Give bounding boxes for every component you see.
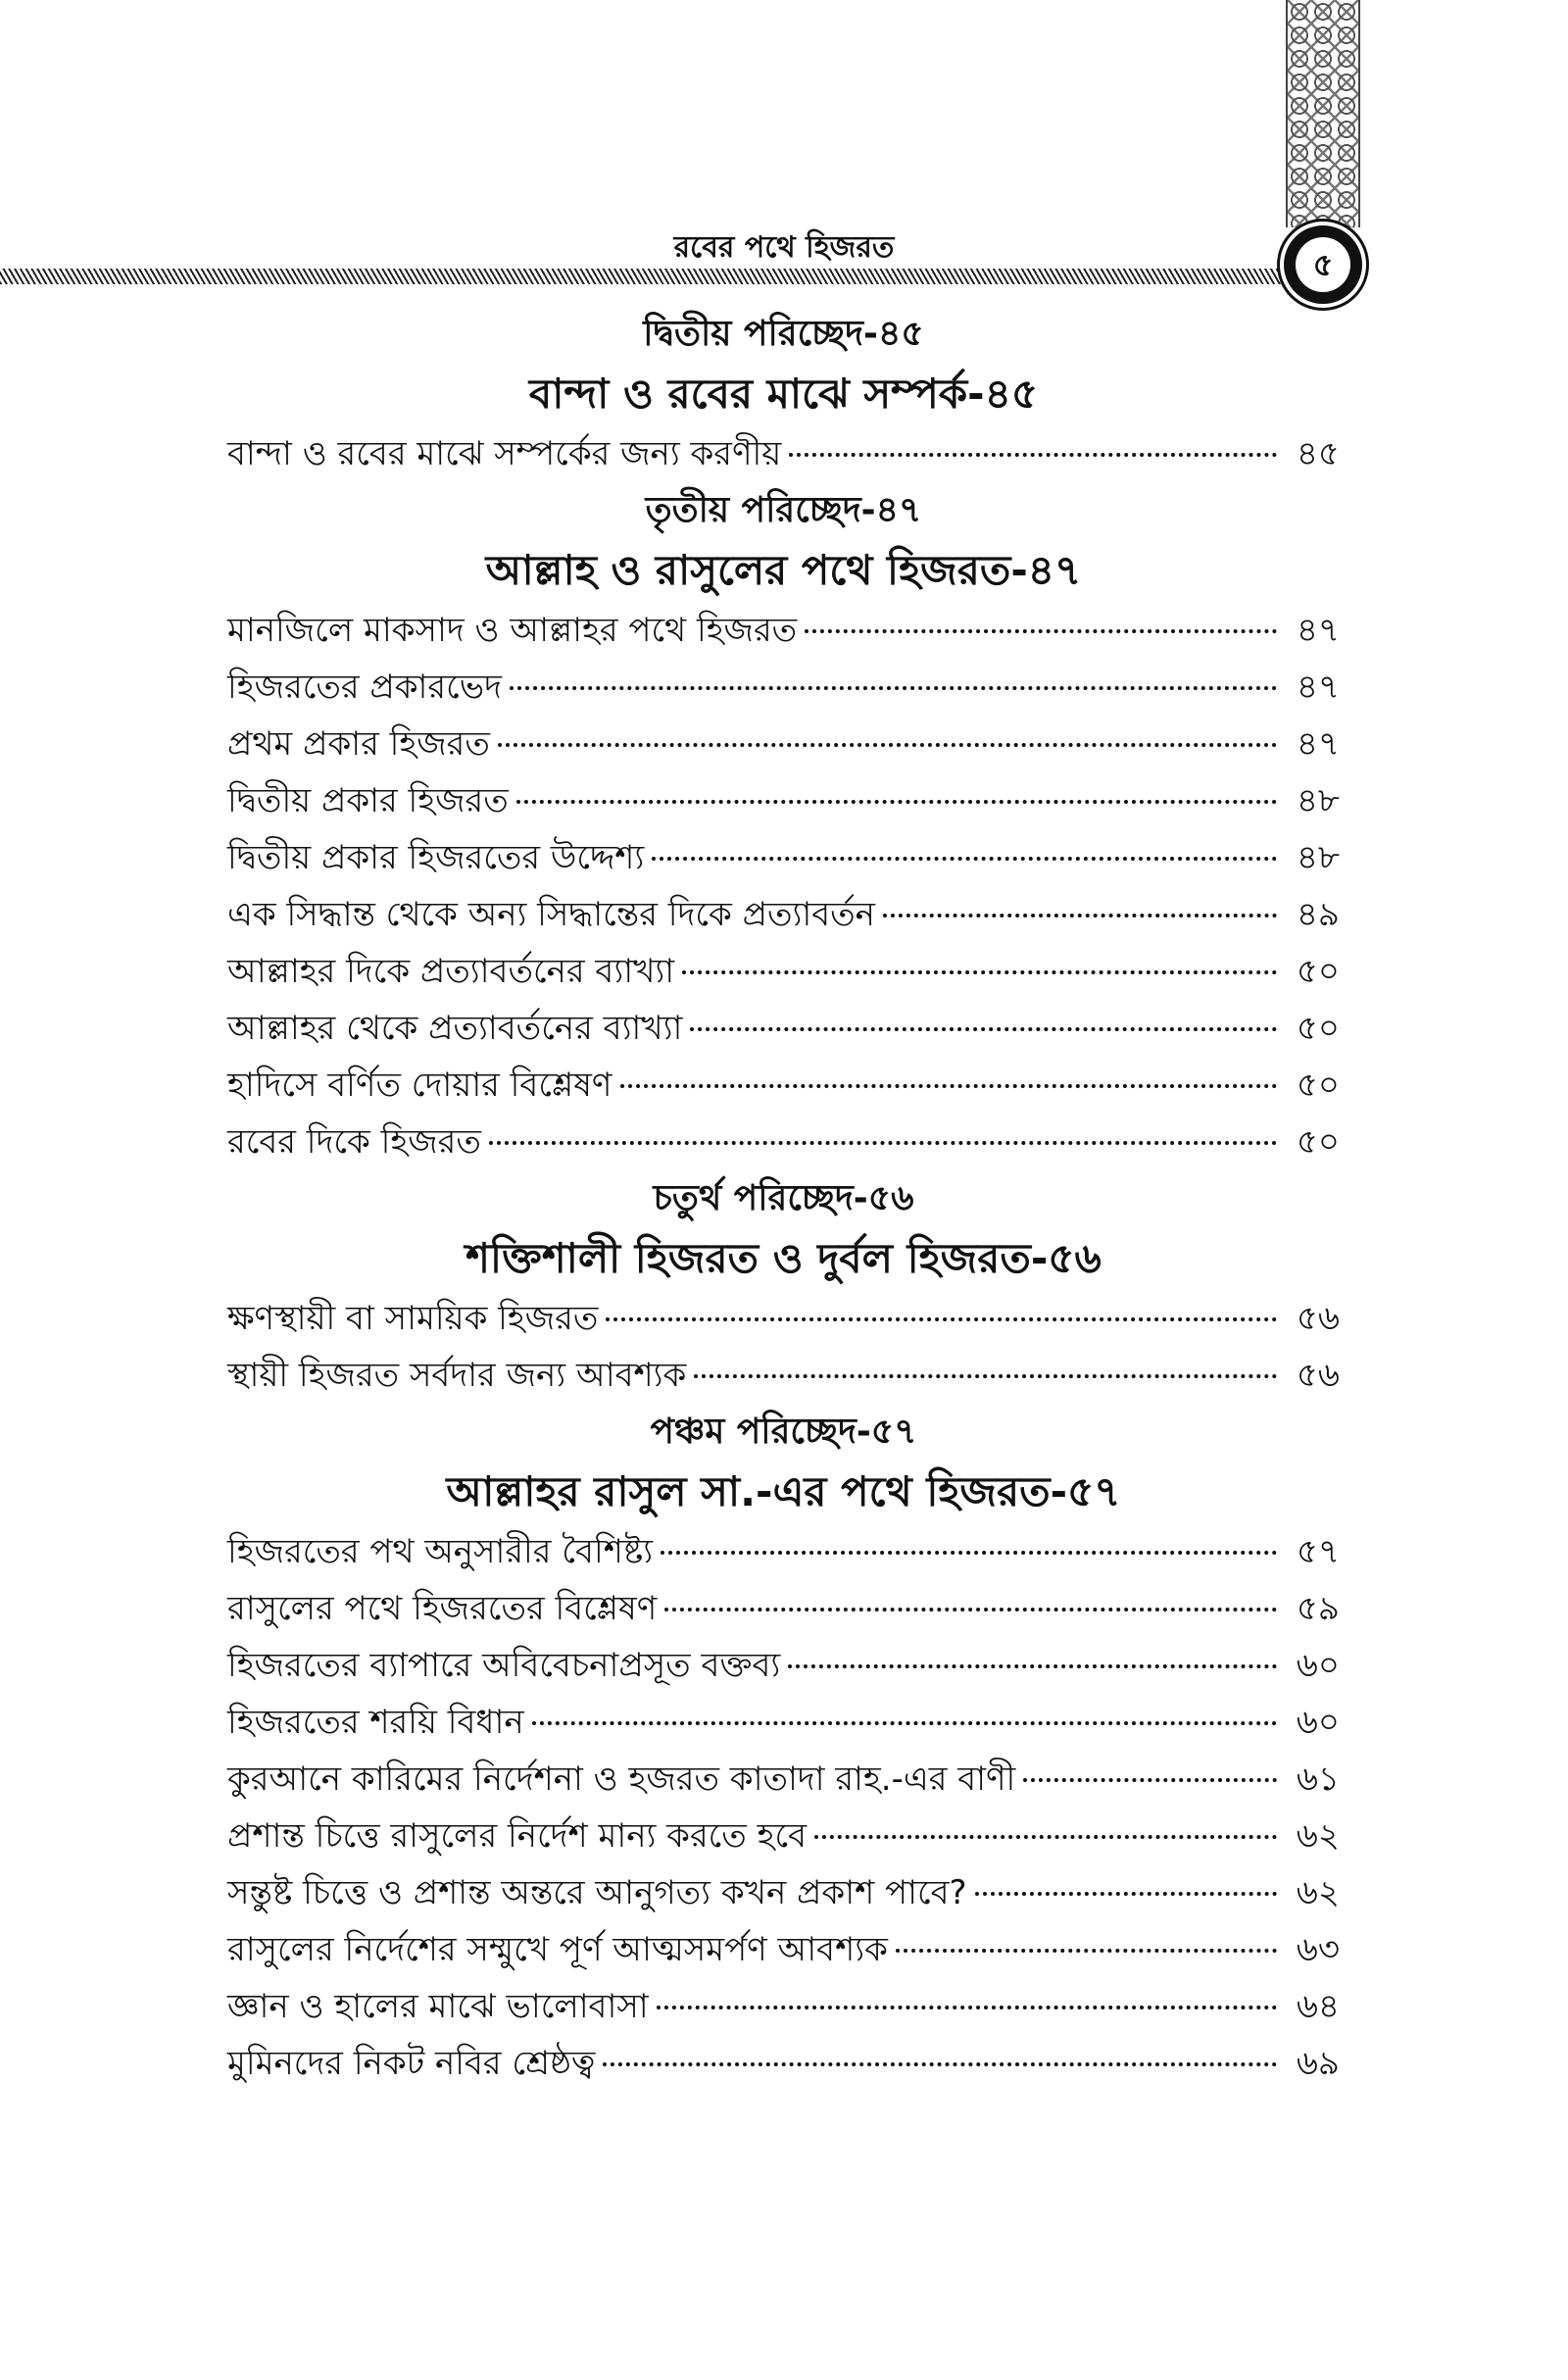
- toc-leader-dots: [603, 2062, 1277, 2066]
- toc-entry-title: রাসুলের নির্দেশের সম্মুখে পূর্ণ আত্মসমর্পণ আবশ্যক: [227, 1930, 888, 1969]
- toc-entry-title: প্রথম প্রকার হিজরত: [227, 724, 490, 764]
- toc-leader-dots: [896, 1949, 1277, 1953]
- toc-entry: [227, 1523, 1340, 1580]
- toc-leader-dots: [694, 1374, 1277, 1378]
- toc-entry-title: হিজরতের পথ অনুসারীর বৈশিষ্ট্য: [227, 1532, 654, 1571]
- toc-leader-dots: [883, 914, 1277, 917]
- toc-entry-page: ৫৯: [1296, 1589, 1340, 1628]
- running-title: রবের পথে হিজরত: [673, 230, 895, 265]
- toc-entry-page: ৫০: [1296, 1122, 1340, 1162]
- toc-leader-dots: [1023, 1778, 1277, 1782]
- toc-entry-title: আল্লাহর দিকে প্রত্যাবর্তনের ব্যাখ্যা: [227, 952, 675, 991]
- toc-entry-title: মানজিলে মাকসাদ ও আল্লাহর পথে হিজরত: [227, 611, 798, 650]
- toc-entry-page: ৬০: [1296, 1703, 1340, 1742]
- toc-entry: [227, 1921, 1340, 1978]
- toc-entry-page: ৬২: [1296, 1873, 1340, 1912]
- section-heading: বান্দা ও রবের মাঝে সম্পর্ক-৪৫: [528, 370, 1039, 418]
- toc-entry-page: ৪৮: [1296, 838, 1340, 877]
- toc-entry: [227, 1057, 1340, 1114]
- toc-entry-page: ৫০: [1296, 1009, 1340, 1048]
- toc-leader-dots: [606, 1317, 1277, 1321]
- toc-leader-dots: [532, 1721, 1277, 1725]
- toc-entry-page: ৫০: [1296, 952, 1340, 991]
- toc-entry: [227, 772, 1340, 829]
- toc-entry-page: ৫০: [1296, 1066, 1340, 1105]
- toc-entry: [227, 659, 1340, 716]
- toc-entry-title: রাসুলের পথে হিজরতের বিশ্লেষণ: [227, 1589, 658, 1628]
- toc-entry-page: ৪৭: [1296, 611, 1340, 650]
- toc-entry: [227, 1290, 1340, 1347]
- toc-entry: [227, 1978, 1340, 2035]
- toc-entry-page: ৬৩: [1296, 1930, 1340, 1969]
- toc-leader-dots: [652, 857, 1277, 861]
- toc-leader-dots: [620, 1084, 1278, 1088]
- toc-leader-dots: [661, 1551, 1277, 1555]
- toc-entry: [227, 716, 1340, 772]
- toc-entry: [227, 602, 1340, 659]
- toc-entry-page: ৪৭: [1296, 668, 1340, 707]
- toc-entry-page: ৪৭: [1296, 724, 1340, 764]
- header-rule: [0, 269, 1303, 284]
- toc-leader-dots: [498, 743, 1277, 747]
- toc-entry-page: ৪৯: [1296, 895, 1340, 934]
- toc-entry: [227, 943, 1340, 1000]
- toc-entry-title: হিজরতের শরয়ি বিধান: [227, 1703, 524, 1742]
- corner-ornament: [1286, 0, 1360, 227]
- toc-entry-title: রবের দিকে হিজরত: [227, 1122, 481, 1162]
- toc-entry-title: জ্ঞান ও হালের মাঝে ভালোবাসা: [227, 1987, 649, 2026]
- toc-entry-title: হিজরতের ব্যাপারে অবিবেচনাপ্রসূত বক্তব্য: [227, 1646, 781, 1685]
- chapter-heading: দ্বিতীয় পরিচ্ছেদ-৪৫: [643, 314, 924, 354]
- toc-entry: [227, 1694, 1340, 1751]
- toc-leader-dots: [975, 1892, 1277, 1896]
- toc-entry: [227, 1808, 1340, 1864]
- toc-entry-title: বান্দা ও রবের মাঝে সম্পর্কের জন্য করণীয়: [227, 434, 782, 473]
- section-heading: আল্লাহ ও রাসুলের পথে হিজরত-৪৭: [485, 546, 1082, 594]
- toc-leader-dots: [682, 970, 1277, 974]
- table-of-contents: [227, 306, 1340, 2092]
- toc-entry: [227, 1637, 1340, 1694]
- toc-entry-title: দ্বিতীয় প্রকার হিজরতের উদ্দেশ্য: [227, 838, 645, 877]
- chapter-heading: পঞ্চম পরিচ্ছেদ-৫৭: [650, 1412, 917, 1452]
- toc-entry-page: ৬২: [1296, 1816, 1340, 1856]
- toc-entry: [227, 1751, 1340, 1808]
- toc-entry-title: ক্ষণস্থায়ী বা সাময়িক হিজরত: [227, 1299, 599, 1338]
- toc-leader-dots: [516, 800, 1277, 804]
- toc-entry-title: আল্লাহর থেকে প্রত্যাবর্তনের ব্যাখ্যা: [227, 1009, 683, 1048]
- toc-entry-title: হিজরতের প্রকারভেদ: [227, 668, 502, 707]
- toc-entry: [227, 886, 1340, 943]
- toc-entry: [227, 425, 1340, 482]
- toc-entry-page: ৬৪: [1296, 1987, 1340, 2026]
- toc-entry: [227, 1000, 1340, 1057]
- toc-entry: [227, 1347, 1340, 1404]
- toc-entry: [227, 1864, 1340, 1921]
- toc-entry-title: হাদিসে বর্ণিত দোয়ার বিশ্লেষণ: [227, 1066, 612, 1105]
- toc-entry: [227, 2035, 1340, 2092]
- chapter-heading: তৃতীয় পরিচ্ছেদ-৪৭: [645, 490, 922, 530]
- chapter-heading: চতুর্থ পরিচ্ছেদ-৫৬: [653, 1178, 914, 1218]
- toc-entry-page: ৪৫: [1296, 434, 1340, 473]
- page-number-badge: [1280, 222, 1366, 308]
- toc-entry-title: স্থায়ী হিজরত সর্বদার জন্য আবশ্যক: [227, 1356, 687, 1395]
- toc-leader-dots: [657, 2006, 1277, 2009]
- toc-entry-page: ৬০: [1296, 1646, 1340, 1685]
- toc-leader-dots: [814, 1835, 1277, 1839]
- toc-leader-dots: [489, 1141, 1277, 1145]
- toc-entry: [227, 1580, 1340, 1637]
- toc-leader-dots: [510, 686, 1277, 690]
- toc-entry-page: ৬১: [1296, 1760, 1340, 1799]
- toc-entry-page: ৫৬: [1296, 1299, 1340, 1338]
- toc-entry-title: কুরআনে কারিমের নির্দেশনা ও হজরত কাতাদা রাহ.-এর বাণী: [227, 1760, 1016, 1799]
- page-number: ৫: [1296, 237, 1350, 292]
- toc-entry-title: মুমিনদের নিকট নবির শ্রেষ্ঠত্ব: [227, 2044, 596, 2083]
- toc-entry-title: দ্বিতীয় প্রকার হিজরত: [227, 781, 509, 820]
- toc-entry: [227, 1114, 1340, 1170]
- section-heading: শক্তিশালী হিজরত ও দুর্বল হিজরত-৫৬: [466, 1234, 1102, 1282]
- toc-entry-title: প্রশান্ত চিত্তে রাসুলের নির্দেশ মান্য করতে হবে: [227, 1816, 808, 1856]
- toc-entry-title: এক সিদ্ধান্ত থেকে অন্য সিদ্ধান্তের দিকে প্রত্যাবর্তন: [227, 895, 875, 934]
- toc-entry-page: ৫৭: [1296, 1532, 1340, 1571]
- toc-leader-dots: [788, 1664, 1277, 1668]
- toc-leader-dots: [690, 1027, 1277, 1031]
- toc-leader-dots: [789, 453, 1277, 457]
- toc-leader-dots: [805, 629, 1277, 633]
- toc-entry-title: সন্তুষ্ট চিত্তে ও প্রশান্ত অন্তরে আনুগত্য কখন প্রকাশ পাবে?: [227, 1873, 967, 1912]
- toc-leader-dots: [664, 1608, 1277, 1611]
- toc-entry-page: ৪৮: [1296, 781, 1340, 820]
- toc-entry: [227, 829, 1340, 886]
- toc-entry-page: ৫৬: [1296, 1356, 1340, 1395]
- section-heading: আল্লাহর রাসুল সা.-এর পথে হিজরত-৫৭: [446, 1467, 1121, 1515]
- toc-entry-page: ৬৯: [1296, 2044, 1340, 2083]
